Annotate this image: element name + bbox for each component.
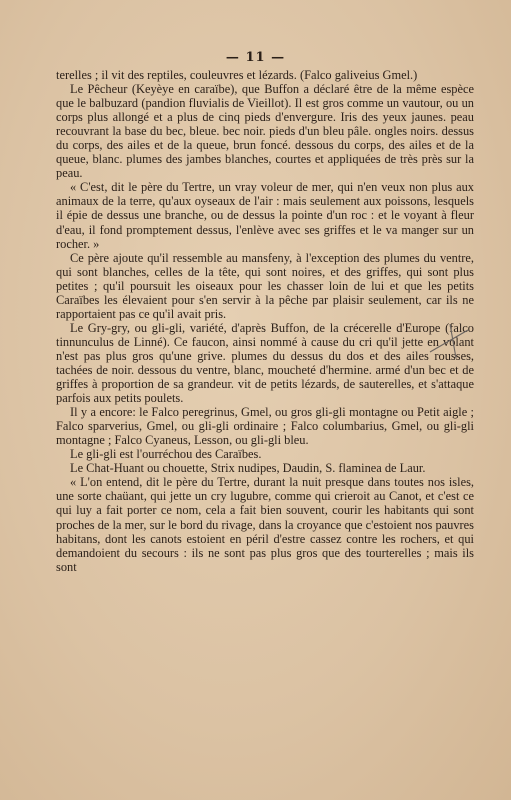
paragraph: Le Gry-gry, ou gli-gli, variété, d'après Buffon, de la crécerelle d'Europe (falco tinnunculus de Linné). Ce faucon, ainsi nommé à cause du cri qu'il jette en volant n'est pas plus gros qu'une grive. plumes du dessus du dos et des ailes rousses, tachées de noir. dessous du ventre, blanc, moucheté d'hermine. armé d'un bec et de griffes à proportion de sa grandeur. vit de petits lézards, de sauterelles, et s'attaque parfois aux petits poulets. [56,320,474,406]
paragraph: Le gli-gli est l'ourréchou des Caraïbes. [70,447,262,462]
pencil-mark-icon [426,318,472,364]
paragraph: terelles ; il vit des reptiles, couleuvres et lézards. (Falco galiveius Gmel.) [56,68,418,82]
paragraph: Ce père ajoute qu'il ressemble au mansfeny, à l'exception des plumes du ventre, qui sont blanches, celles de la tête, qui sont noires, et des griffes, qui sont plus petites ; qu'il poursuit les oiseaux pour les chasser loin de lui et que les petits Caraïbes les élevaient pour s'en servir à la pêche par plaisir seulement, car ils ne rapportaient pas ce qu'il avait pris. [56,250,474,321]
body-text [56,68,474,574]
paragraph: Le Chat-Huant ou chouette, Strix nudipes, Daudin, S. flaminea de Laur. [70,461,426,476]
paragraph: « C'est, dit le père du Tertre, un vray voleur de mer, qui n'en veux non plus aux animaux de la terre, qu'aux oyseaux de l'air : mais seulement aux poissons, lesquels il épie de dessus une branche, ou de dessus la pointe d'un roc : et le voyant à fleur d'eau, il fond promptement dessus, l'enlève avec ses griffes et le va manger sur un rocher. » [56,180,474,251]
page-number: — 11 — [225,50,286,65]
paragraph: « L'on entend, dit le père du Tertre, durant la nuit presque dans toutes nos isles, une sorte chaüant, qui jette un cry lugubre, comme qui crieroit au Canot, et c'est ce qui luy a fait porter ce nom, cela a fait bien souvent, courir les habitants qui sont proches de la mer, sur le bord du rivage, dans la croyance que c'estoient nos pauvres habitans, dont les canots estoient en péril d'estre cassez contre les rochers, et qui demandoient du secours : ils ne sont pas plus gros que des tourterelles ; mais ils sont [56,475,474,574]
paragraph: Le Pêcheur (Keyèye en caraïbe), que Buffon a déclaré être de la même espèce que le balbuzard (pandion fluvialis de Vieillot). Il est gros comme un vautour, ou un corps plus allongé et a plus de cinq pieds d'envergure. Iris des yeux jaunes. peau recouvrant la base du bec, bleue. bec noir. pieds d'un bleu pâle. ongles noirs. dessus du corps, des ailes et de la queue, brun foncé. dessous du corps, des ailes et de la queue, blanc. plumes des jambes blanches, courtes et appliquées de très près sur la peau. [56,82,474,181]
paragraph: Il y a encore: le Falco peregrinus, Gmel, ou gros gli-gli montagne ou Petit aigle ; Falco sparverius, Gmel, ou gli-gli ordinaire ; Falco columbarius, Gmel, ou gli-gli montagne ; Falco Cyaneus, Lesson, ou gli-gli bleu. [56,405,474,448]
